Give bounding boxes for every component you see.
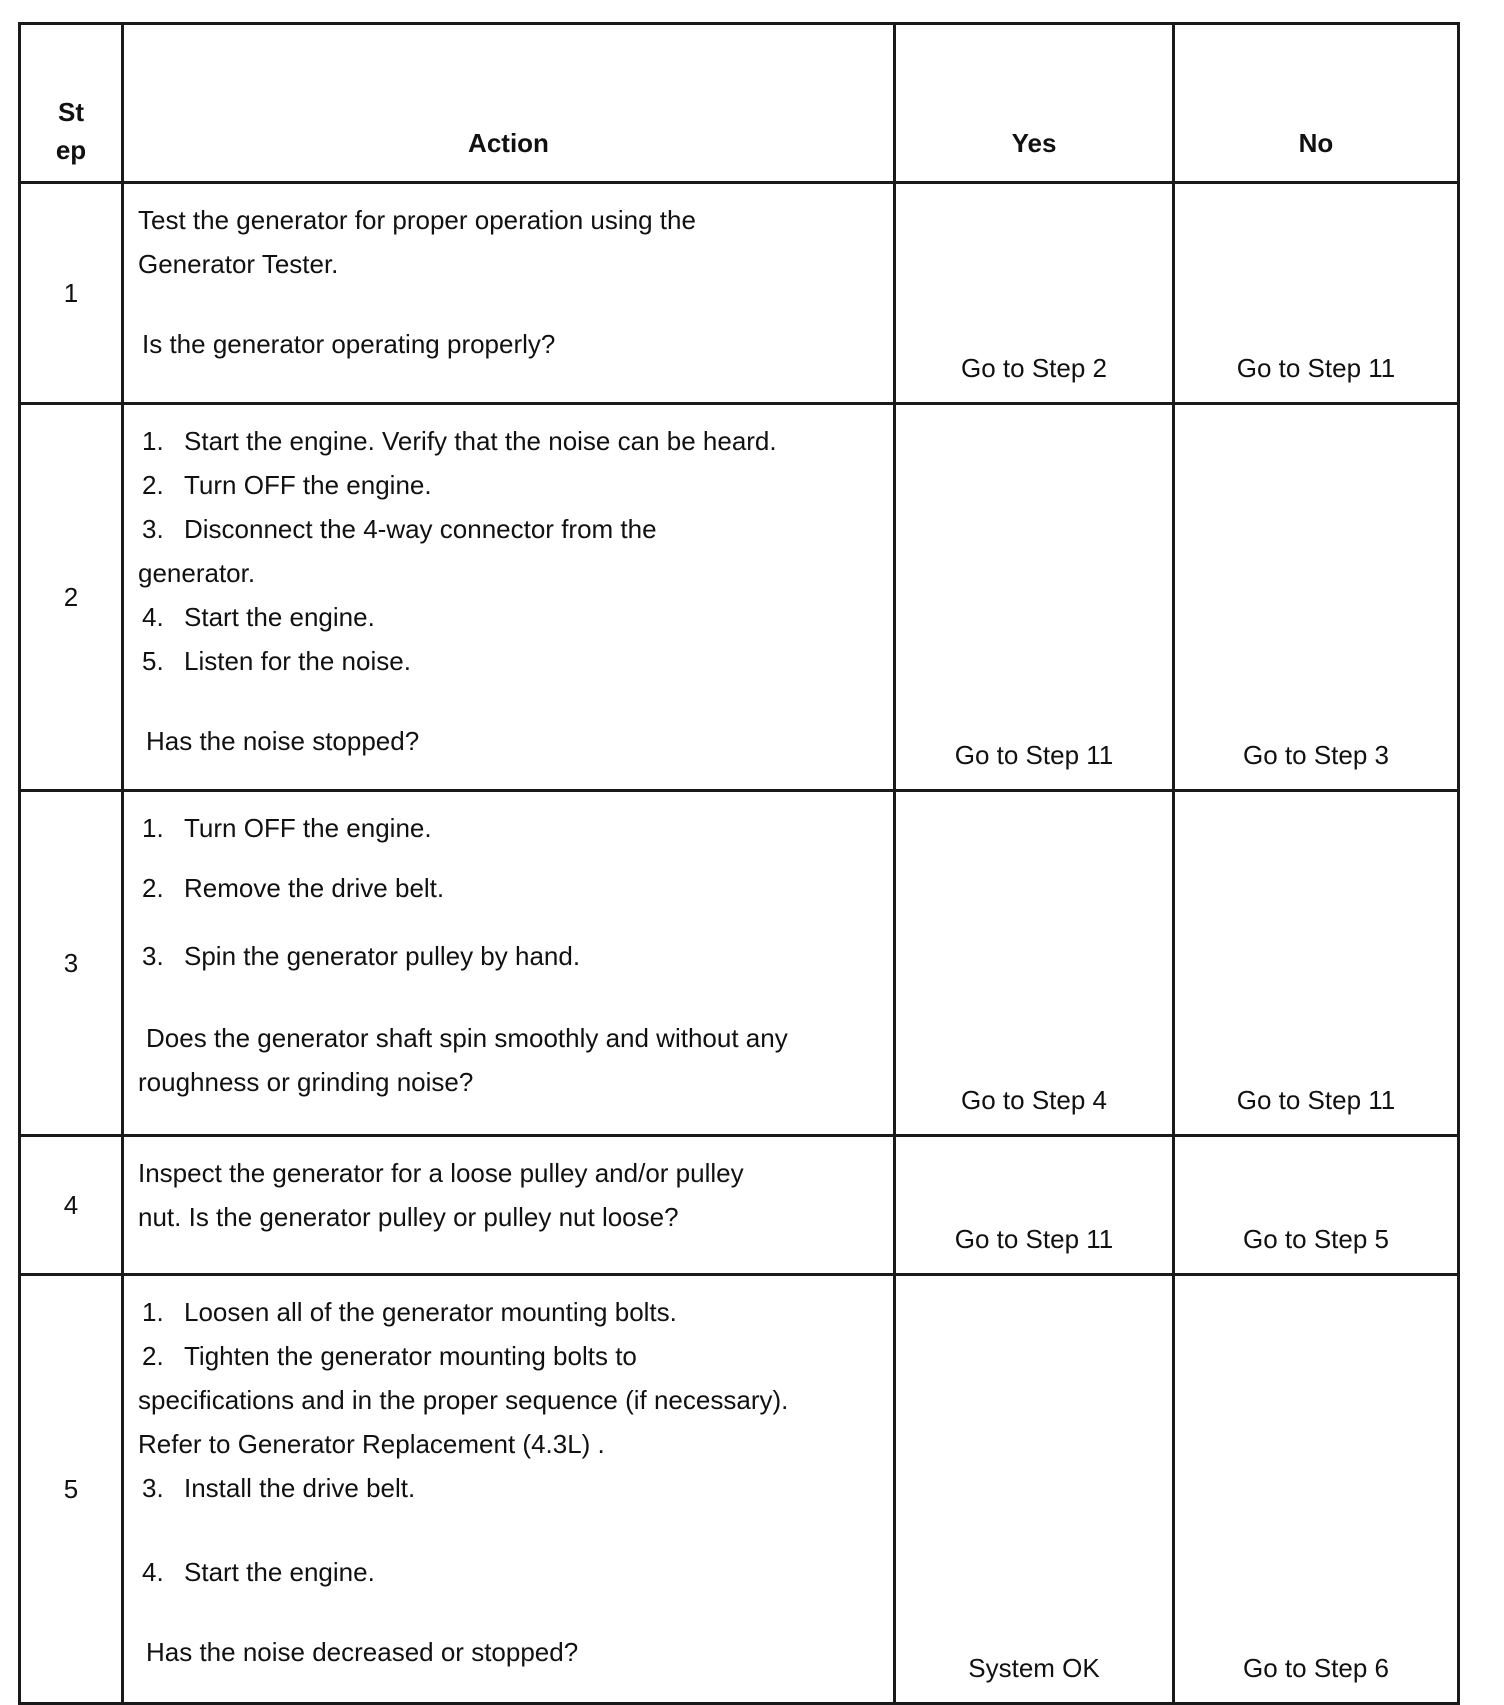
action-item-continued: Refer to Generator Replacement (4.3L) .: [138, 1429, 605, 1459]
no-cell: Go to Step 11: [1174, 183, 1459, 404]
action-question: Has the noise stopped?: [146, 726, 420, 756]
header-action: Action: [123, 24, 895, 183]
table-row: [20, 1275, 1459, 1704]
header-step: [20, 24, 123, 183]
table-row: [20, 183, 1459, 404]
yes-cell: Go to Step 11: [895, 1136, 1174, 1275]
action-item: 2. Tighten the generator mounting bolts to: [142, 1341, 637, 1371]
table-row: [20, 791, 1459, 1136]
header-row: [20, 24, 1459, 183]
action-item: 1. Start the engine. Verify that the noise can be heard.: [142, 426, 777, 456]
yes-cell: System OK: [895, 1275, 1174, 1704]
action-item: 3. Install the drive belt.: [142, 1473, 416, 1503]
action-line: Generator Tester.: [138, 249, 339, 279]
header-step-line-2: ep: [55, 135, 87, 165]
action-cell: [123, 791, 895, 1136]
step-number: 1: [20, 183, 123, 404]
action-cell: [123, 1275, 895, 1704]
header-yes: Yes: [895, 24, 1174, 183]
action-item: 2. Turn OFF the engine.: [142, 470, 432, 500]
header-step-line-1: St: [58, 97, 84, 127]
action-cell: [123, 183, 895, 404]
no-cell: Go to Step 11: [1174, 791, 1459, 1136]
diagnostic-table: [18, 22, 1460, 1705]
header-no: No: [1174, 24, 1459, 183]
action-question-line: Does the generator shaft spin smoothly and without any: [146, 1023, 788, 1053]
yes-cell: Go to Step 2: [895, 183, 1174, 404]
action-item-continued: specifications and in the proper sequence (if necessary).: [138, 1385, 789, 1415]
action-item: 3. Disconnect the 4-way connector from the: [142, 514, 657, 544]
action-item: 3. Spin the generator pulley by hand.: [142, 941, 581, 971]
no-cell: Go to Step 3: [1174, 404, 1459, 791]
step-number: 2: [20, 404, 123, 791]
action-item: 4. Start the engine.: [142, 602, 375, 632]
action-item: 1. Loosen all of the generator mounting bolts.: [142, 1297, 677, 1327]
table-row: [20, 404, 1459, 791]
step-number: 4: [20, 1136, 123, 1275]
action-item: 1. Turn OFF the engine.: [142, 813, 432, 843]
yes-cell: Go to Step 4: [895, 791, 1174, 1136]
step-number: 3: [20, 791, 123, 1136]
action-item: 5. Listen for the noise.: [142, 646, 411, 676]
action-line: Inspect the generator for a loose pulley and/or pulley: [138, 1158, 744, 1188]
action-line: nut. Is the generator pulley or pulley nut loose?: [138, 1202, 679, 1232]
action-question: Has the noise decreased or stopped?: [146, 1637, 579, 1667]
action-cell: [123, 404, 895, 791]
action-item: 4. Start the engine.: [142, 1557, 375, 1587]
no-cell: Go to Step 5: [1174, 1136, 1459, 1275]
table-row: [20, 1136, 1459, 1275]
action-line: Test the generator for proper operation using the: [138, 205, 696, 235]
action-question-line: roughness or grinding noise?: [138, 1067, 474, 1097]
step-number: 5: [20, 1275, 123, 1704]
action-item-continued: generator.: [138, 558, 256, 588]
action-item: 2. Remove the drive belt.: [142, 873, 445, 903]
yes-cell: Go to Step 11: [895, 404, 1174, 791]
action-cell: [123, 1136, 895, 1275]
action-question: Is the generator operating properly?: [142, 329, 556, 359]
no-cell: Go to Step 6: [1174, 1275, 1459, 1704]
